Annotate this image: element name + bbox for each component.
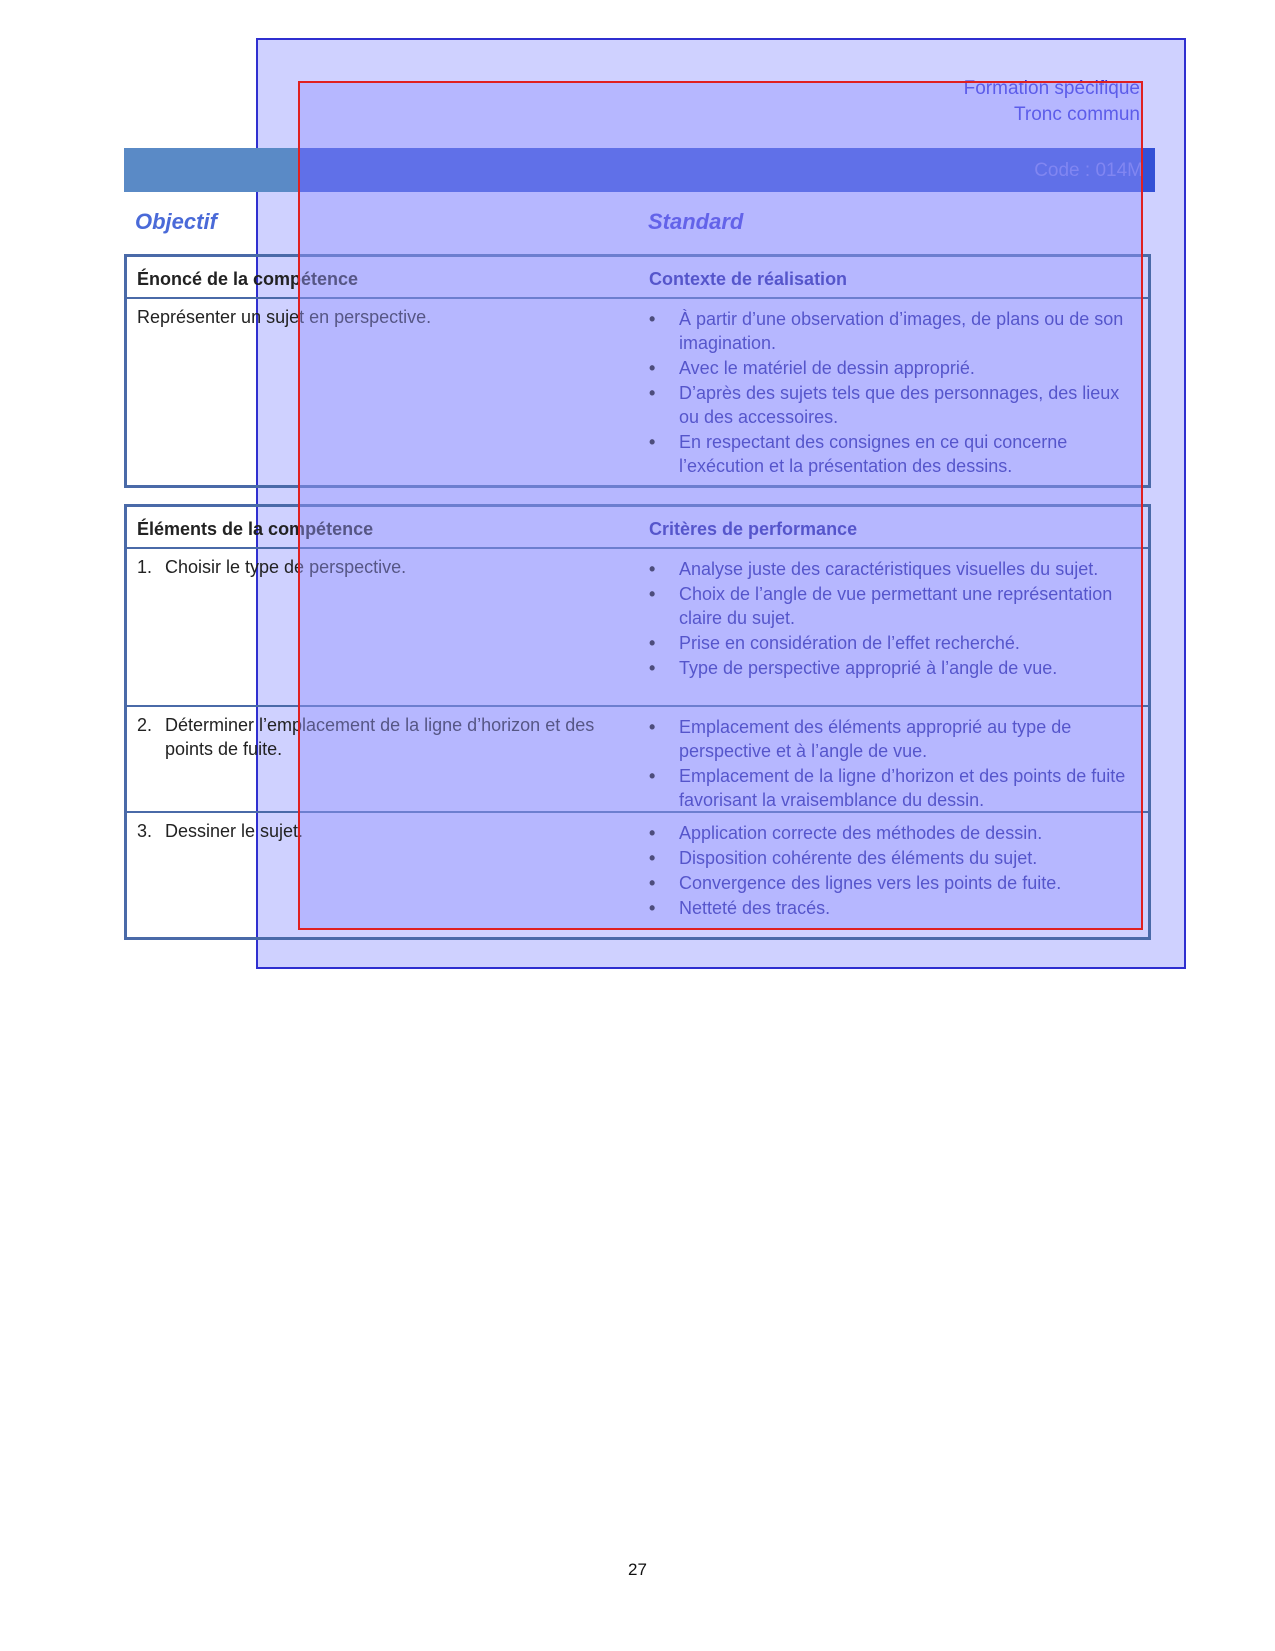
- element-label: Déterminer l’emplacement de la ligne d’horizon et des points de fuite.: [165, 715, 595, 759]
- list-item: • Convergence des lignes vers les points de fuite.: [649, 871, 1139, 895]
- element-number: 1.: [137, 557, 153, 577]
- list-item: • D’après des sujets tels que des personnages, des lieux ou des accessoires.: [649, 381, 1139, 429]
- header-tronc-commun: Tronc commun: [1014, 104, 1140, 125]
- list-item: • Analyse juste des caractéristiques visuelles du sujet.: [649, 557, 1139, 581]
- list-item: • En respectant des consignes en ce qui concerne l’exécution et la présentation des dessins.: [649, 430, 1139, 478]
- list-item: • Prise en considération de l’effet recherché.: [649, 631, 1139, 655]
- criteres-header: Critères de performance: [649, 519, 858, 539]
- course-code: Code : 014M: [1034, 160, 1143, 181]
- list-item: • Avec le matériel de dessin approprié.: [649, 356, 1139, 380]
- list-item: • Choix de l’angle de vue permettant une représentation claire du sujet.: [649, 582, 1139, 630]
- selection-overlay-inner: [298, 81, 1143, 930]
- list-item: • Emplacement de la ligne d’horizon et des points de fuite favorisant la vraisemblance du dessin.: [649, 764, 1139, 812]
- enonce-header: Énoncé de la compétence: [137, 269, 359, 289]
- list-item: • À partir d’une observation d’images, de plans ou de son imagination.: [649, 307, 1139, 355]
- element-label: Dessiner le sujet.: [165, 821, 304, 841]
- elements-header: Éléments de la compétence: [137, 519, 374, 539]
- list-item: • Netteté des tracés.: [649, 896, 1139, 920]
- standard-label: Standard: [648, 209, 744, 234]
- list-item: • Disposition cohérente des éléments du sujet.: [649, 846, 1139, 870]
- page-number: 27: [628, 1560, 647, 1579]
- list-item: • Emplacement des éléments approprié au type de perspective et à l’angle de vue.: [649, 715, 1139, 763]
- element-number: 2.: [137, 715, 153, 735]
- element-label: Choisir le type de perspective.: [165, 557, 407, 577]
- header-formation: Formation spécifique: [963, 78, 1140, 99]
- contexte-header: Contexte de réalisation: [649, 269, 848, 289]
- element-number: 3.: [137, 821, 153, 841]
- list-item: • Type de perspective approprié à l’angle de vue.: [649, 656, 1139, 680]
- enonce-text: Représenter un sujet en perspective.: [137, 307, 432, 327]
- list-item: • Application correcte des méthodes de dessin.: [649, 821, 1139, 845]
- objectif-label: Objectif: [135, 209, 217, 234]
